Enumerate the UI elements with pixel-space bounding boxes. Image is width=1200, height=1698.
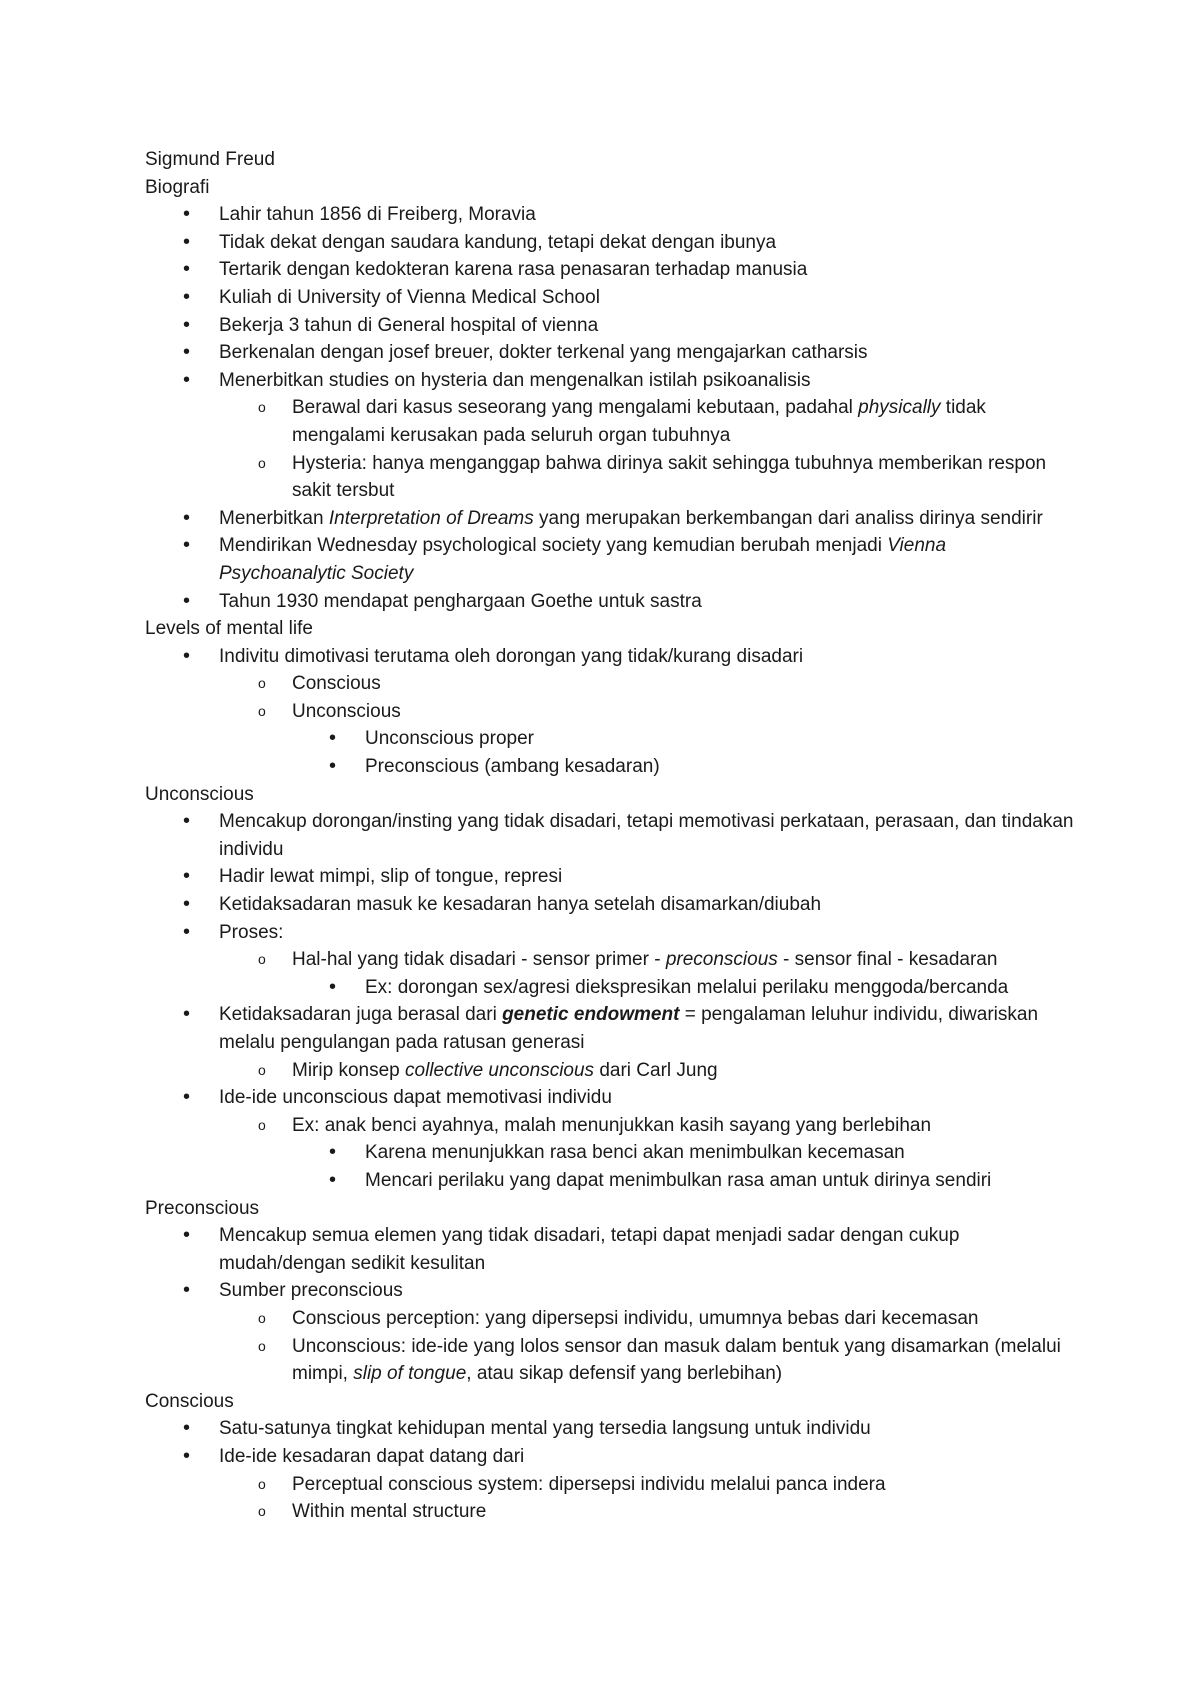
bullet-icon [183, 256, 190, 285]
bullet-icon [183, 1415, 190, 1444]
bullet-icon [329, 1167, 336, 1196]
section-heading-levels: Levels of mental life [145, 618, 313, 640]
list-item: • Proses: [145, 919, 1075, 947]
bullet-icon [183, 1443, 190, 1472]
bullet-icon [183, 919, 190, 948]
list-item: • Menerbitkan studies on hysteria dan mengenalkan istilah psikoanalisis [145, 367, 1075, 395]
circle-bullet-icon [258, 1305, 266, 1333]
circle-bullet-icon [258, 1498, 266, 1526]
bullet-icon [329, 974, 336, 1003]
list-item: • Satu-satunya tingkat kehidupan mental yang tersedia langsung untuk individu [145, 1415, 1075, 1443]
list-subitem: o Hal-hal yang tidak disadari - sensor primer - preconscious - sensor final - kesadaran [145, 946, 1075, 974]
bullet-icon [183, 1084, 190, 1113]
bullet-icon [329, 1139, 336, 1168]
bullet-icon [183, 1222, 190, 1251]
list-item: • Tahun 1930 mendapat penghargaan Goethe untuk sastra [145, 588, 1075, 616]
list-subitem: o Unconscious [145, 698, 1075, 726]
list-item: • Bekerja 3 tahun di General hospital of vienna [145, 312, 1075, 340]
list-subitem: o Ex: anak benci ayahnya, malah menunjukkan kasih sayang yang berlebihan [145, 1112, 1075, 1140]
list-subitem: o Within mental structure [145, 1498, 1075, 1526]
bullet-icon [183, 201, 190, 230]
bullet-icon [329, 753, 336, 782]
bullet-icon [183, 863, 190, 892]
list-item: • Ketidaksadaran masuk ke kesadaran hanya setelah disamarkan/diubah [145, 891, 1075, 919]
circle-bullet-icon [258, 670, 266, 698]
list-item: • Lahir tahun 1856 di Freiberg, Moravia [145, 201, 1075, 229]
bullet-icon [183, 284, 190, 313]
list-subsubitem: • Mencari perilaku yang dapat menimbulkan rasa aman untuk dirinya sendiri [145, 1167, 1075, 1195]
bullet-icon [183, 532, 190, 561]
list-item: • Kuliah di University of Vienna Medical School [145, 284, 1075, 312]
section-heading-conscious: Conscious [145, 1390, 234, 1412]
bullet-icon [183, 1277, 190, 1306]
circle-bullet-icon [258, 1333, 266, 1361]
list-item: • Mencakup dorongan/insting yang tidak disadari, tetapi memotivasi perkataan, perasaan, dan tindakan individu [145, 808, 1075, 863]
list-item: • Tertarik dengan kedokteran karena rasa penasaran terhadap manusia [145, 256, 1075, 284]
list-item: • Sumber preconscious [145, 1277, 1075, 1305]
bullet-icon [183, 808, 190, 837]
circle-bullet-icon [258, 394, 266, 422]
list-item: • Ketidaksadaran juga berasal dari genetic endowment = pengalaman leluhur individu, diwariskan melalu pengulangan pada ratusan generasi [145, 1001, 1075, 1056]
list-subsubitem: • Preconscious (ambang kesadaran) [145, 753, 1075, 781]
bullet-icon [183, 643, 190, 672]
list-item: • Hadir lewat mimpi, slip of tongue, represi [145, 863, 1075, 891]
list-item: • Berkenalan dengan josef breuer, dokter terkenal yang mengajarkan catharsis [145, 339, 1075, 367]
list-subitem: o Perceptual conscious system: dipersepsi individu melalui panca indera [145, 1471, 1075, 1499]
list-item: • Indivitu dimotivasi terutama oleh dorongan yang tidak/kurang disadari [145, 643, 1075, 671]
document-title: Sigmund Freud [145, 149, 275, 170]
list-subitem: o Mirip konsep collective unconscious dari Carl Jung [145, 1057, 1075, 1085]
bullet-icon [183, 891, 190, 920]
bullet-icon [183, 1001, 190, 1030]
list-subitem: o Conscious [145, 670, 1075, 698]
list-item: • Ide-ide unconscious dapat memotivasi individu [145, 1084, 1075, 1112]
list-item: • Mencakup semua elemen yang tidak disadari, tetapi dapat menjadi sadar dengan cukup mudah/dengan sedikit kesulitan [145, 1222, 1075, 1277]
section-heading-preconscious: Preconscious [145, 1197, 260, 1219]
circle-bullet-icon [258, 698, 266, 726]
list-subsubitem: • Ex: dorongan sex/agresi diekspresikan melalui perilaku menggoda/bercanda [145, 974, 1075, 1002]
circle-bullet-icon [258, 1112, 266, 1140]
document-body [145, 146, 1075, 1526]
section-heading-unconscious: Unconscious [145, 783, 254, 805]
list-subsubitem: • Unconscious proper [145, 725, 1075, 753]
list-item: • Tidak dekat dengan saudara kandung, tetapi dekat dengan ibunya [145, 229, 1075, 257]
section-heading-biografi: Biografi [145, 176, 210, 198]
bullet-icon [183, 505, 190, 534]
circle-bullet-icon [258, 1471, 266, 1499]
circle-bullet-icon [258, 946, 266, 974]
list-item: • Menerbitkan Interpretation of Dreams yang merupakan berkembangan dari analiss dirinya sendirir [145, 505, 1075, 533]
list-subitem: o Unconscious: ide-ide yang lolos sensor dan masuk dalam bentuk yang disamarkan (melalui mimpi, slip of tongue, atau sikap defensif yang berlebihan) [145, 1333, 1075, 1388]
bullet-icon [183, 312, 190, 341]
circle-bullet-icon [258, 450, 266, 478]
bullet-icon [183, 229, 190, 258]
list-subitem: o Hysteria: hanya menganggap bahwa dirinya sakit sehingga tubuhnya memberikan respon sakit tersbut [145, 450, 1075, 505]
bullet-icon [183, 339, 190, 368]
list-subitem: o Conscious perception: yang dipersepsi individu, umumnya bebas dari kecemasan [145, 1305, 1075, 1333]
list-item: • Mendirikan Wednesday psychological society yang kemudian berubah menjadi Vienna Psychoanalytic Society [145, 532, 1075, 587]
list-item: • Ide-ide kesadaran dapat datang dari [145, 1443, 1075, 1471]
list-subitem: o Berawal dari kasus seseorang yang mengalami kebutaan, padahal physically tidak mengalami kerusakan pada seluruh organ tubuhnya [145, 394, 1075, 449]
bullet-icon [183, 367, 190, 396]
circle-bullet-icon [258, 1057, 266, 1085]
bullet-icon [183, 588, 190, 617]
list-subsubitem: • Karena menunjukkan rasa benci akan menimbulkan kecemasan [145, 1139, 1075, 1167]
bullet-icon [329, 725, 336, 754]
